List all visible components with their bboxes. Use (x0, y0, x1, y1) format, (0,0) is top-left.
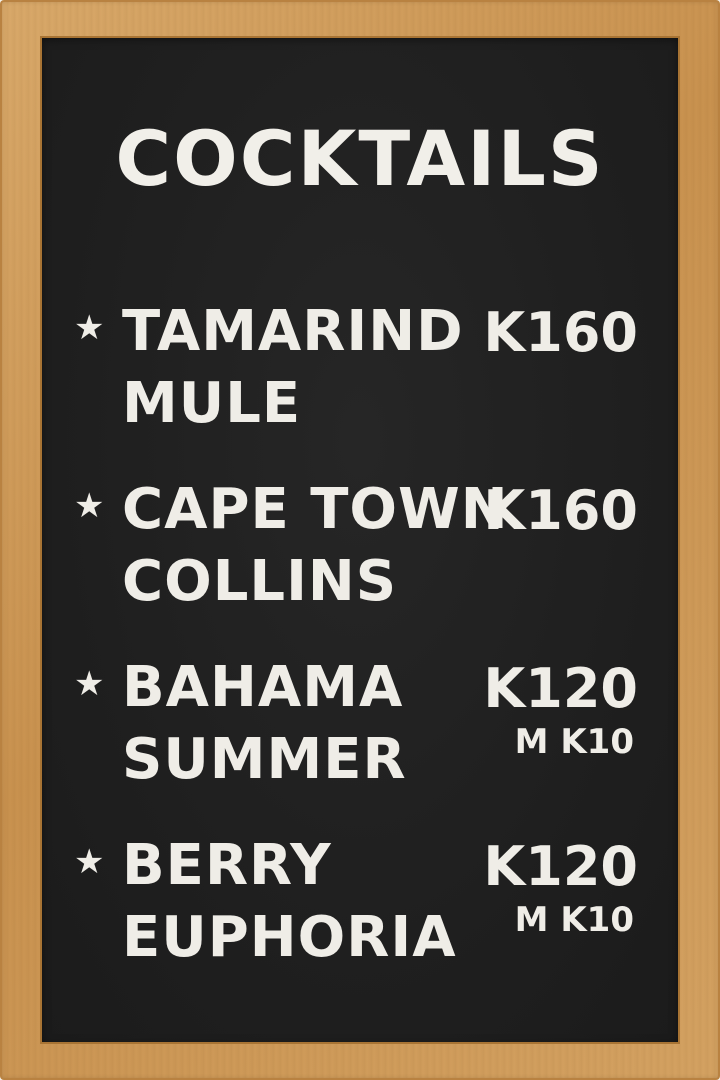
item-name-line1: BERRY (122, 833, 332, 898)
star-icon: ★ (74, 308, 105, 348)
item-sub-price: M K10 (514, 722, 634, 762)
item-price: K120 (483, 657, 638, 720)
star-icon: ★ (74, 486, 105, 526)
item-name-line1: CAPE TOWN (122, 477, 509, 542)
item-name (122, 652, 407, 796)
menu-item (40, 296, 680, 436)
item-sub-price: M K10 (514, 900, 634, 940)
item-name-line2: SUMMER (122, 727, 407, 792)
star-icon: ★ (74, 664, 105, 704)
item-name (122, 830, 457, 974)
chalkboard (40, 36, 680, 1044)
item-name-line1: TAMARIND (122, 299, 464, 364)
menu-title: COCKTAILS (115, 114, 605, 203)
item-name (122, 296, 464, 440)
menu-item (40, 830, 680, 970)
item-name-line2: COLLINS (122, 549, 398, 614)
star-icon: ★ (74, 842, 105, 882)
menu-item (40, 474, 680, 614)
item-price: K160 (483, 301, 638, 364)
item-name-line2: EUPHORIA (122, 905, 457, 970)
item-price: K120 (483, 835, 638, 898)
item-name-line1: BAHAMA (122, 655, 404, 720)
item-name-line2: MULE (122, 371, 302, 436)
item-price: K160 (483, 479, 638, 542)
menu-item (40, 652, 680, 792)
item-name (122, 474, 509, 618)
